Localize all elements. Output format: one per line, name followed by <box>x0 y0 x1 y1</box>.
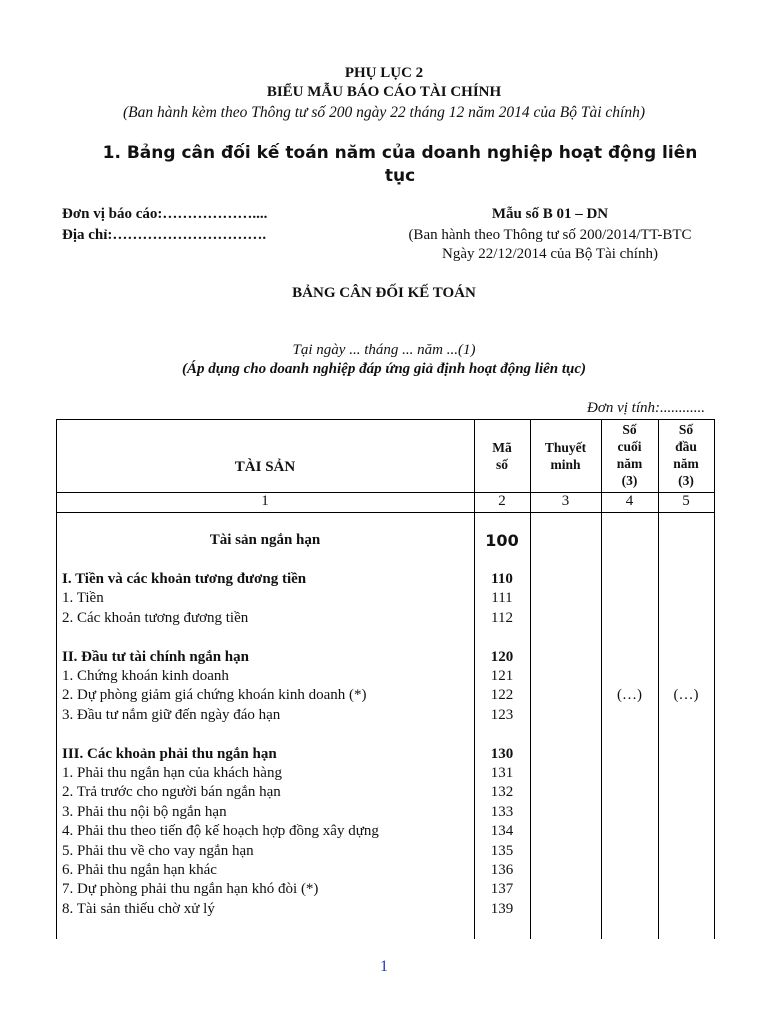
row-description: 2. Dự phòng giảm giá chứng khoán kinh doanh (*) <box>62 687 367 704</box>
column-number: 5 <box>682 493 690 509</box>
page-number: 1 <box>380 958 388 975</box>
form-title: BIỂU MẪU BÁO CÁO TÀI CHÍNH <box>266 84 502 100</box>
column-number-divider <box>56 512 714 513</box>
table-row <box>56 843 714 862</box>
table-row <box>56 823 714 842</box>
row-code: 121 <box>490 668 514 684</box>
row-description: 8. Tài sản thiếu chờ xử lý <box>62 900 215 917</box>
header-begin-line: đầu <box>675 439 697 454</box>
table-row <box>56 765 714 784</box>
group-code: 100 <box>485 531 519 550</box>
header-begin-line: Số <box>678 422 694 437</box>
apply-line: (Áp dụng cho doanh nghiệp đáp ứng giả định hoạt động liên tục) <box>181 361 587 377</box>
table-row <box>56 668 714 687</box>
row-description: 7. Dự phòng phải thu ngắn hạn khó đòi (*) <box>62 881 319 898</box>
row-code: 134 <box>490 823 514 840</box>
row-code: 120 <box>490 648 514 665</box>
table-row <box>56 610 714 629</box>
header-end-line: năm <box>616 456 643 471</box>
row-code: 130 <box>490 745 514 762</box>
column-number: 3 <box>561 493 570 509</box>
column-number: 4 <box>625 493 634 509</box>
header-end-line: (3) <box>621 473 638 488</box>
row-description: I. Tiền và các khoản tương đương tiền <box>62 571 307 587</box>
header-code-line: Mã <box>492 440 512 455</box>
issued-note: (Ban hành kèm theo Thông tư số 200 ngày 22 tháng 12 năm 2014 của Bộ Tài chính) <box>122 104 646 121</box>
section-heading: 1. Bảng cân đối kế toán năm của doanh nghiệp hoạt động liên tục <box>102 143 698 186</box>
header-note <box>530 439 601 473</box>
row-code: 123 <box>490 706 514 723</box>
table-row <box>56 629 714 648</box>
header-begin-line: (3) <box>678 473 694 488</box>
table-row <box>56 687 714 706</box>
row-description: 2. Trả trước cho người bán ngắn hạn <box>62 784 281 801</box>
sheet-title: BẢNG CÂN ĐỐI KẾ TOÁN <box>292 285 476 301</box>
header-code <box>474 439 530 473</box>
row-description: III. Các khoản phải thu ngắn hạn <box>62 745 277 762</box>
table-row <box>56 862 714 881</box>
header-code-line: số <box>495 457 508 472</box>
form-basis-line-1: (Ban hành theo Thông tư số 200/2014/TT-BTC <box>408 227 692 243</box>
table-row <box>56 726 714 745</box>
row-code: 112 <box>491 609 513 626</box>
row-code: 136 <box>490 862 514 878</box>
table-row <box>56 590 714 609</box>
form-basis-line-2: Ngày 22/12/2014 của Bộ Tài chính) <box>442 246 658 262</box>
date-line: Tại ngày ... tháng ... năm ...(1) <box>292 342 476 358</box>
row-description: 6. Phải thu ngắn hạn khác <box>62 862 217 878</box>
row-description: II. Đầu tư tài chính ngắn hạn <box>62 648 249 665</box>
row-description: 1. Tiền <box>62 590 104 607</box>
row-description: 3. Phải thu nội bộ ngắn hạn <box>62 803 227 820</box>
table-row <box>56 571 714 590</box>
header-beginning-of-year <box>658 421 714 489</box>
table-border-top <box>56 419 714 420</box>
table-row <box>56 784 714 803</box>
column-number: 1 <box>261 493 269 509</box>
column-number: 2 <box>498 493 506 509</box>
table-row <box>56 881 714 900</box>
balance-sheet-table <box>56 419 714 939</box>
row-description: 1. Phải thu ngắn hạn của khách hàng <box>62 765 282 781</box>
row-code: 110 <box>491 571 513 587</box>
header-end-of-year <box>601 421 658 489</box>
reporting-unit-line: Đơn vị báo cáo:……………….... <box>62 206 268 222</box>
group-title: Tài sản ngắn hạn <box>209 532 321 548</box>
table-border-right <box>714 419 715 939</box>
header-assets: TÀI SẢN <box>234 459 296 475</box>
address-line: Địa chỉ:…………………………. <box>62 227 267 243</box>
currency-unit: Đơn vị tính:............ <box>587 400 705 416</box>
row-code: 137 <box>490 881 514 898</box>
header-note-line: Thuyết <box>544 440 587 455</box>
beginning-of-year-value: (…) <box>673 687 699 703</box>
table-row <box>56 746 714 765</box>
form-number: Mẫu số B 01 – DN <box>491 206 609 222</box>
table-row <box>56 649 714 668</box>
row-code: 111 <box>491 590 513 607</box>
table-row <box>56 901 714 920</box>
appendix-label: PHỤ LỤC 2 <box>344 65 424 81</box>
row-code: 139 <box>490 900 514 917</box>
table-row <box>56 707 714 726</box>
table-row <box>56 804 714 823</box>
row-description: 5. Phải thu về cho vay ngắn hạn <box>62 842 254 859</box>
row-code: 131 <box>490 765 514 781</box>
header-begin-line: năm <box>673 456 699 471</box>
header-end-line: Số <box>622 422 637 437</box>
row-code: 132 <box>490 784 514 801</box>
end-of-year-value: (…) <box>617 687 642 703</box>
row-description: 3. Đầu tư nắm giữ đến ngày đáo hạn <box>62 706 281 723</box>
header-note-line: minh <box>550 457 581 472</box>
row-description: 4. Phải thu theo tiến độ kế hoạch hợp đồng xây dựng <box>62 823 379 840</box>
form-basis <box>370 226 730 264</box>
row-code: 135 <box>490 842 514 859</box>
header-end-line: cuối <box>617 439 642 454</box>
row-description: 1. Chứng khoán kinh doanh <box>62 668 229 684</box>
row-description: 2. Các khoản tương đương tiền <box>62 609 249 626</box>
row-code: 133 <box>490 803 514 820</box>
row-code: 122 <box>490 687 514 704</box>
